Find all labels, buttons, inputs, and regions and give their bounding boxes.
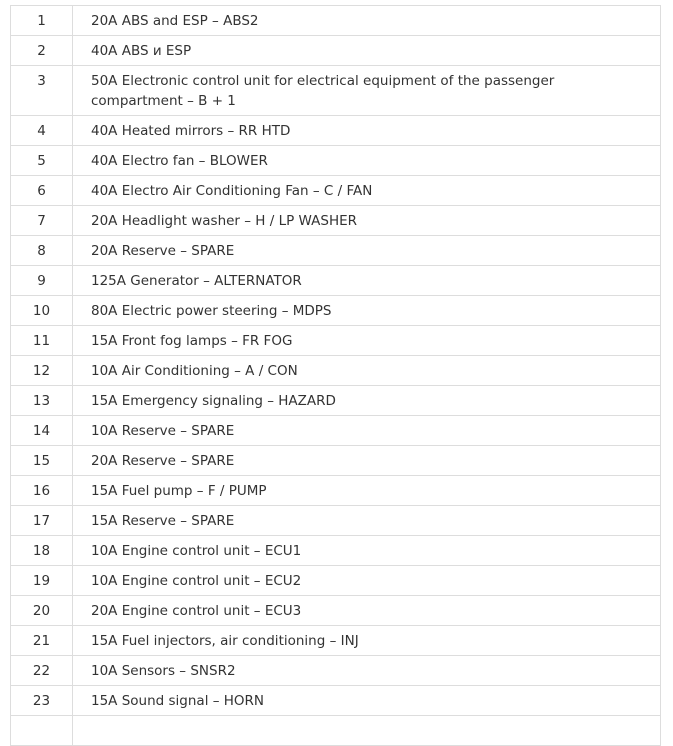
fuse-description: 125A Generator – ALTERNATOR bbox=[73, 266, 661, 296]
table-row bbox=[11, 626, 661, 656]
fuse-description: 15A Emergency signaling – HAZARD bbox=[73, 386, 661, 416]
fuse-description: 10A Engine control unit – ECU1 bbox=[73, 536, 661, 566]
fuse-description: 40A Electro fan – BLOWER bbox=[73, 146, 661, 176]
fuse-table-body bbox=[11, 6, 661, 746]
fuse-description: 15A Sound signal – HORN bbox=[73, 686, 661, 716]
table-row bbox=[11, 356, 661, 386]
table-row bbox=[11, 206, 661, 236]
fuse-table-container bbox=[10, 5, 661, 746]
table-row bbox=[11, 236, 661, 266]
fuse-description: 15A Fuel injectors, air conditioning – INJ bbox=[73, 626, 661, 656]
fuse-description: 40A Heated mirrors – RR HTD bbox=[73, 116, 661, 146]
table-row bbox=[11, 536, 661, 566]
fuse-number: 17 bbox=[11, 506, 73, 536]
fuse-number: 11 bbox=[11, 326, 73, 356]
fuse-number: 20 bbox=[11, 596, 73, 626]
fuse-number: 10 bbox=[11, 296, 73, 326]
fuse-number: 12 bbox=[11, 356, 73, 386]
fuse-number: 19 bbox=[11, 566, 73, 596]
fuse-number: 5 bbox=[11, 146, 73, 176]
table-row bbox=[11, 476, 661, 506]
fuse-description: 10A Air Conditioning – A / CON bbox=[73, 356, 661, 386]
fuse-description: 10A Reserve – SPARE bbox=[73, 416, 661, 446]
fuse-number: 16 bbox=[11, 476, 73, 506]
table-row bbox=[11, 176, 661, 206]
fuse-description: 15A Fuel pump – F / PUMP bbox=[73, 476, 661, 506]
fuse-description: 20A ABS and ESP – ABS2 bbox=[73, 6, 661, 36]
fuse-number: 22 bbox=[11, 656, 73, 686]
fuse-description: 10A Engine control unit – ECU2 bbox=[73, 566, 661, 596]
fuse-description: 20A Reserve – SPARE bbox=[73, 236, 661, 266]
table-row bbox=[11, 66, 661, 116]
fuse-number: 15 bbox=[11, 446, 73, 476]
fuse-description: 50A Electronic control unit for electrical equipment of the passenger compartment – B + 1 bbox=[73, 66, 661, 116]
fuse-number: 23 bbox=[11, 686, 73, 716]
fuse-table bbox=[10, 5, 661, 746]
fuse-number: 18 bbox=[11, 536, 73, 566]
fuse-number: 6 bbox=[11, 176, 73, 206]
fuse-description: 40A ABS и ESP bbox=[73, 36, 661, 66]
table-row bbox=[11, 446, 661, 476]
table-row bbox=[11, 266, 661, 296]
fuse-number: 1 bbox=[11, 6, 73, 36]
fuse-description: 80A Electric power steering – MDPS bbox=[73, 296, 661, 326]
table-row bbox=[11, 6, 661, 36]
fuse-description: 20A Reserve – SPARE bbox=[73, 446, 661, 476]
fuse-number bbox=[11, 716, 73, 746]
table-row bbox=[11, 416, 661, 446]
table-row bbox=[11, 296, 661, 326]
fuse-number: 2 bbox=[11, 36, 73, 66]
table-row bbox=[11, 146, 661, 176]
table-row bbox=[11, 686, 661, 716]
fuse-description: 20A Headlight washer – H / LP WASHER bbox=[73, 206, 661, 236]
fuse-description: 20A Engine control unit – ECU3 bbox=[73, 596, 661, 626]
table-row bbox=[11, 596, 661, 626]
table-row bbox=[11, 506, 661, 536]
fuse-number: 3 bbox=[11, 66, 73, 116]
fuse-number: 4 bbox=[11, 116, 73, 146]
table-row bbox=[11, 566, 661, 596]
fuse-description: 40A Electro Air Conditioning Fan – C / FAN bbox=[73, 176, 661, 206]
fuse-description bbox=[73, 716, 661, 746]
fuse-description: 15A Front fog lamps – FR FOG bbox=[73, 326, 661, 356]
table-row bbox=[11, 116, 661, 146]
table-row bbox=[11, 326, 661, 356]
fuse-number: 7 bbox=[11, 206, 73, 236]
fuse-description: 15A Reserve – SPARE bbox=[73, 506, 661, 536]
fuse-number: 14 bbox=[11, 416, 73, 446]
table-row bbox=[11, 386, 661, 416]
fuse-number: 21 bbox=[11, 626, 73, 656]
table-row bbox=[11, 36, 661, 66]
fuse-number: 8 bbox=[11, 236, 73, 266]
fuse-number: 13 bbox=[11, 386, 73, 416]
fuse-number: 9 bbox=[11, 266, 73, 296]
table-row bbox=[11, 656, 661, 686]
fuse-description: 10A Sensors – SNSR2 bbox=[73, 656, 661, 686]
table-row bbox=[11, 716, 661, 746]
